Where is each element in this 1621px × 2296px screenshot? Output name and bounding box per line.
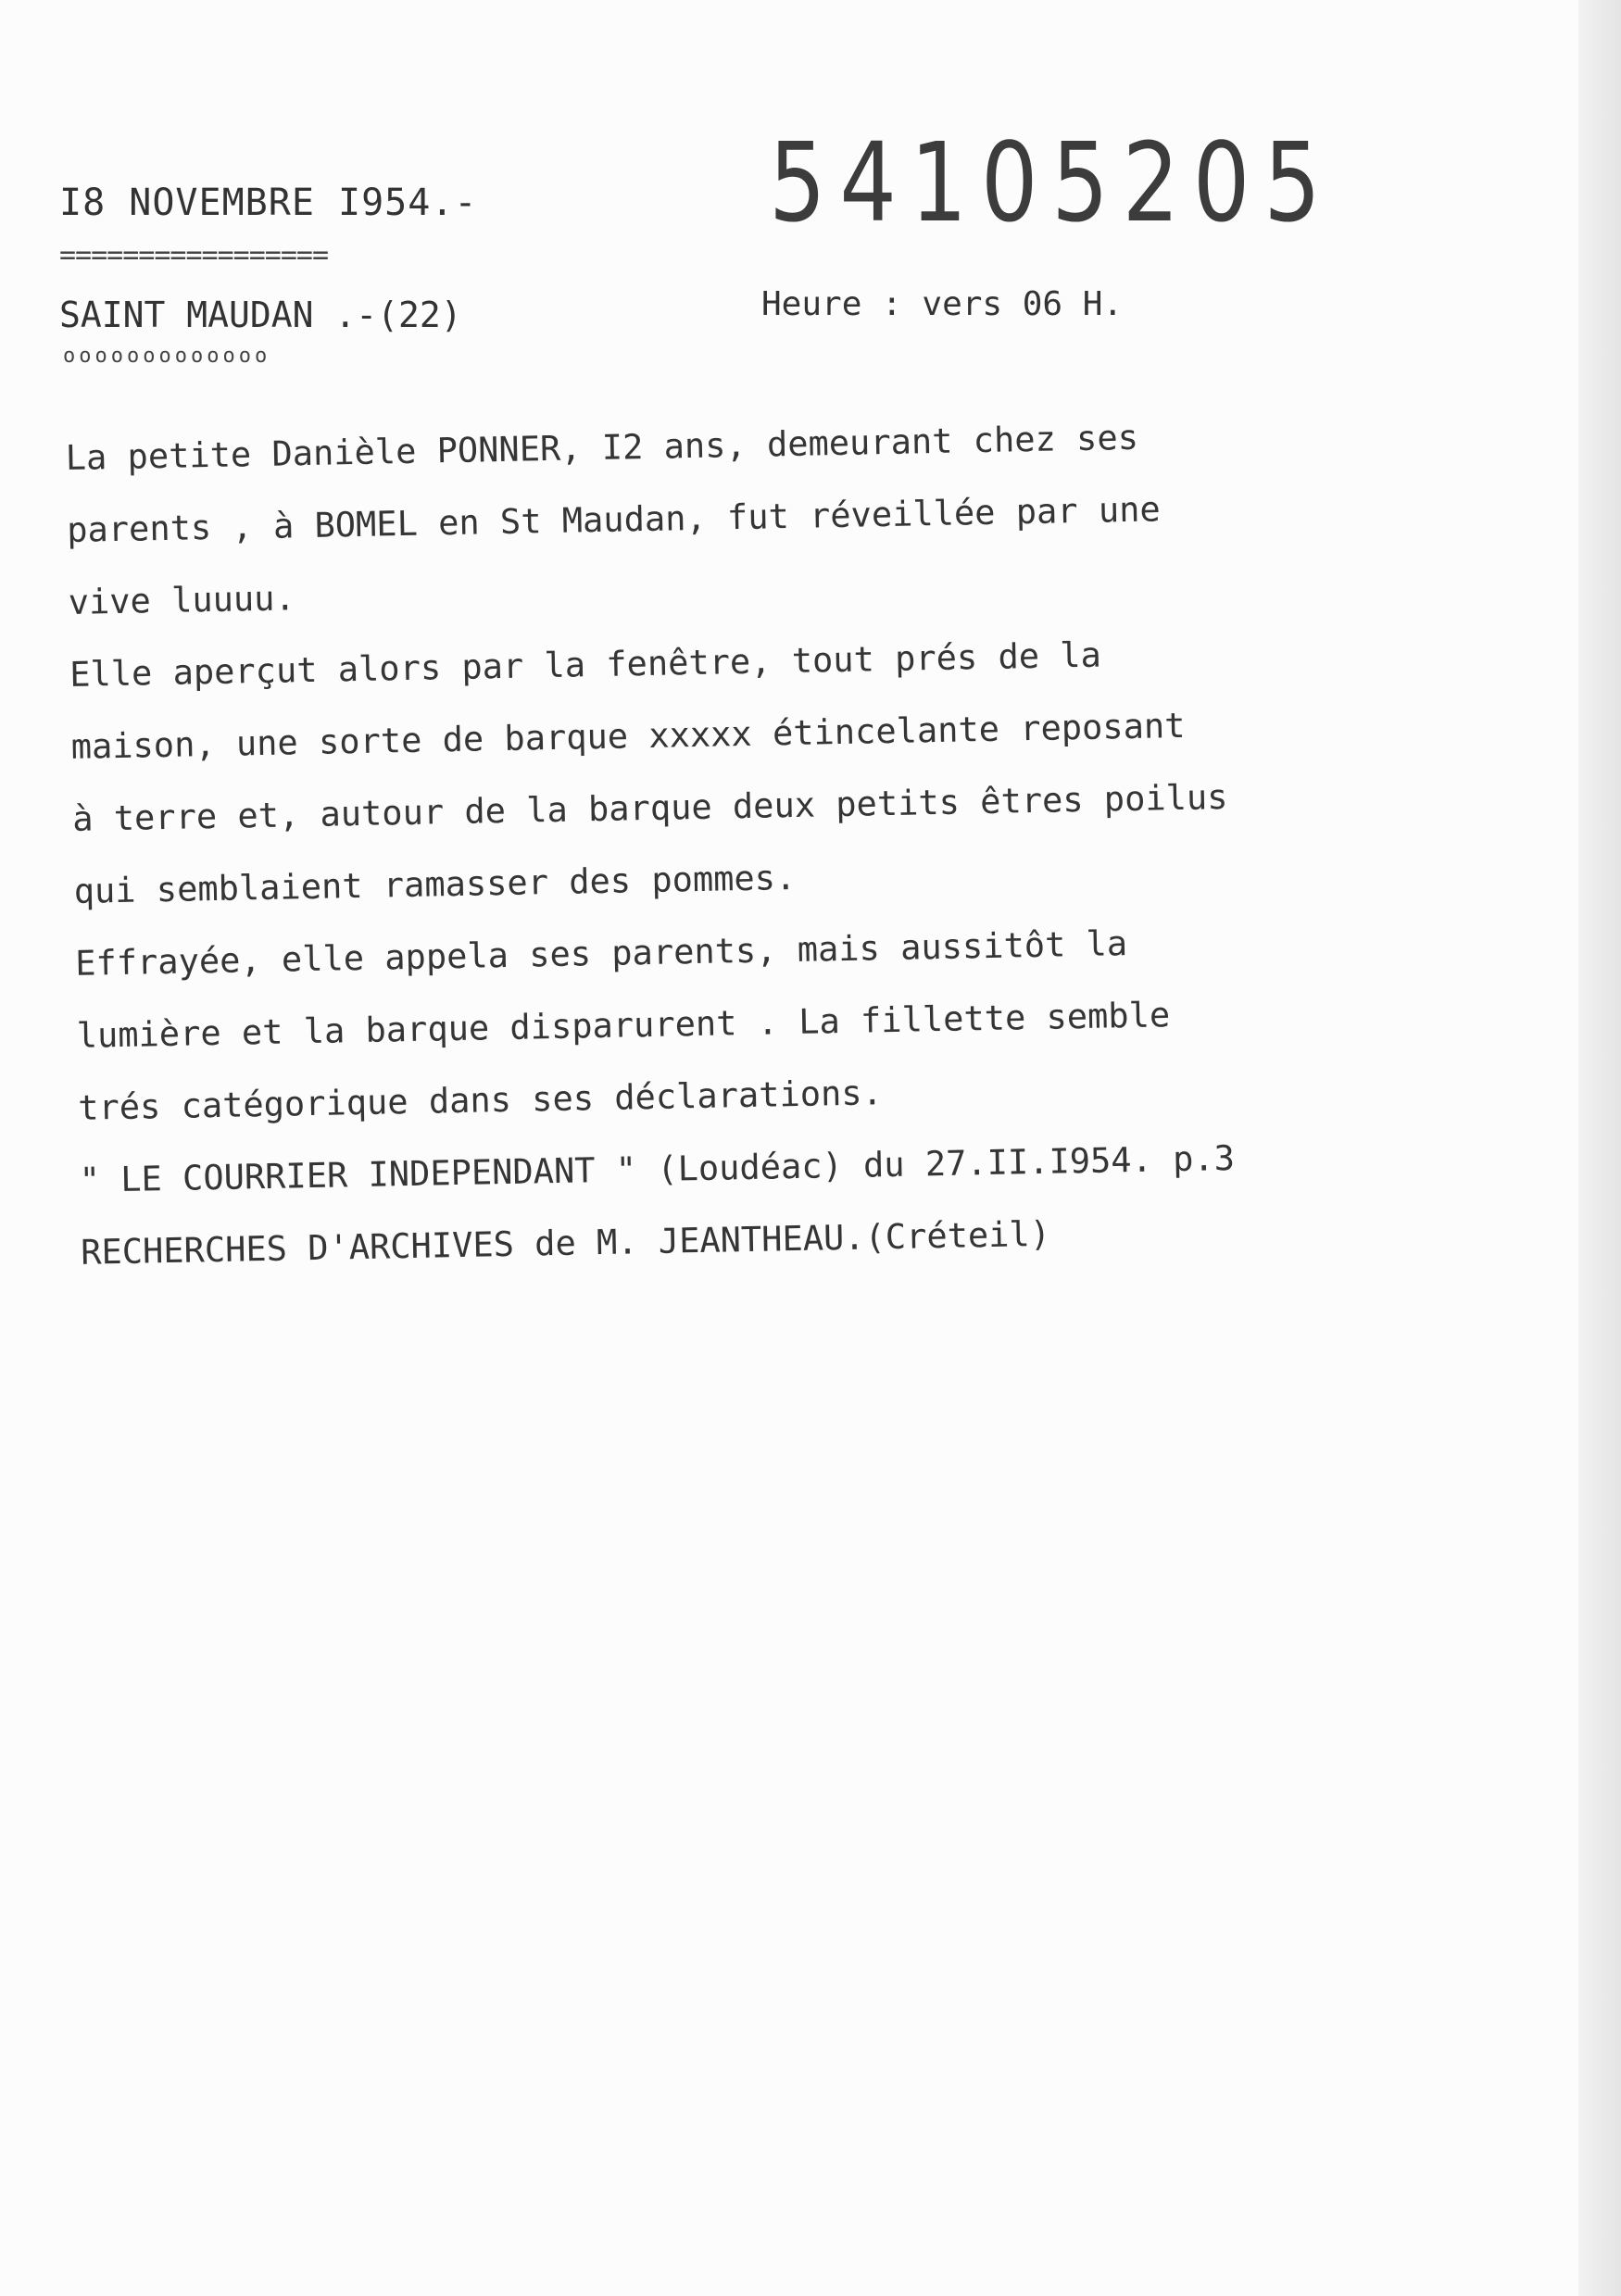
report-date: I8 NOVEMBRE I954.- [59,182,478,224]
body-line: lumière et la barque disparurent . La fillette semble [76,995,1171,1056]
report-location: SAINT MAUDAN .-(22) [59,295,462,335]
page-edge-shadow [1578,0,1621,2296]
document-number-stamp: 54105205 [769,119,1335,246]
body-line: maison, une sorte de barque xxxxx étincelante reposant [70,705,1186,767]
date-underline: ================= [59,239,329,271]
report-time: Heure : vers 06 H. [761,285,1124,323]
body-line: La petite Danièle PONNER, I2 ans, demeurant chez ses [65,417,1139,478]
body-line: parents , à BOMEL en St Maudan, fut réveillée par une [66,489,1162,550]
archive-research-credit: RECHERCHES D'ARCHIVES de M. JEANTHEAU.(Créteil) [80,1213,1051,1273]
body-line: à terre et, autour de la barque deux petits êtres poilus [71,776,1228,839]
body-line: trés catégorique dans ses déclarations. [77,1073,884,1128]
body-line: Elle aperçut alors par la fenêtre, tout prés de la [69,634,1102,695]
source-citation: " LE COURRIER INDEPENDANT " (Loudéac) du 27.II.I954. p.3 [79,1137,1236,1200]
report-body [65,395,1527,1289]
location-underline: ooooooooooooo [63,345,271,368]
body-line: Effrayée, elle appela ses parents, mais aussitôt la [74,923,1128,984]
body-line: qui semblaient ramasser des pommes. [73,857,797,911]
body-line: vive luuuu. [68,578,296,622]
